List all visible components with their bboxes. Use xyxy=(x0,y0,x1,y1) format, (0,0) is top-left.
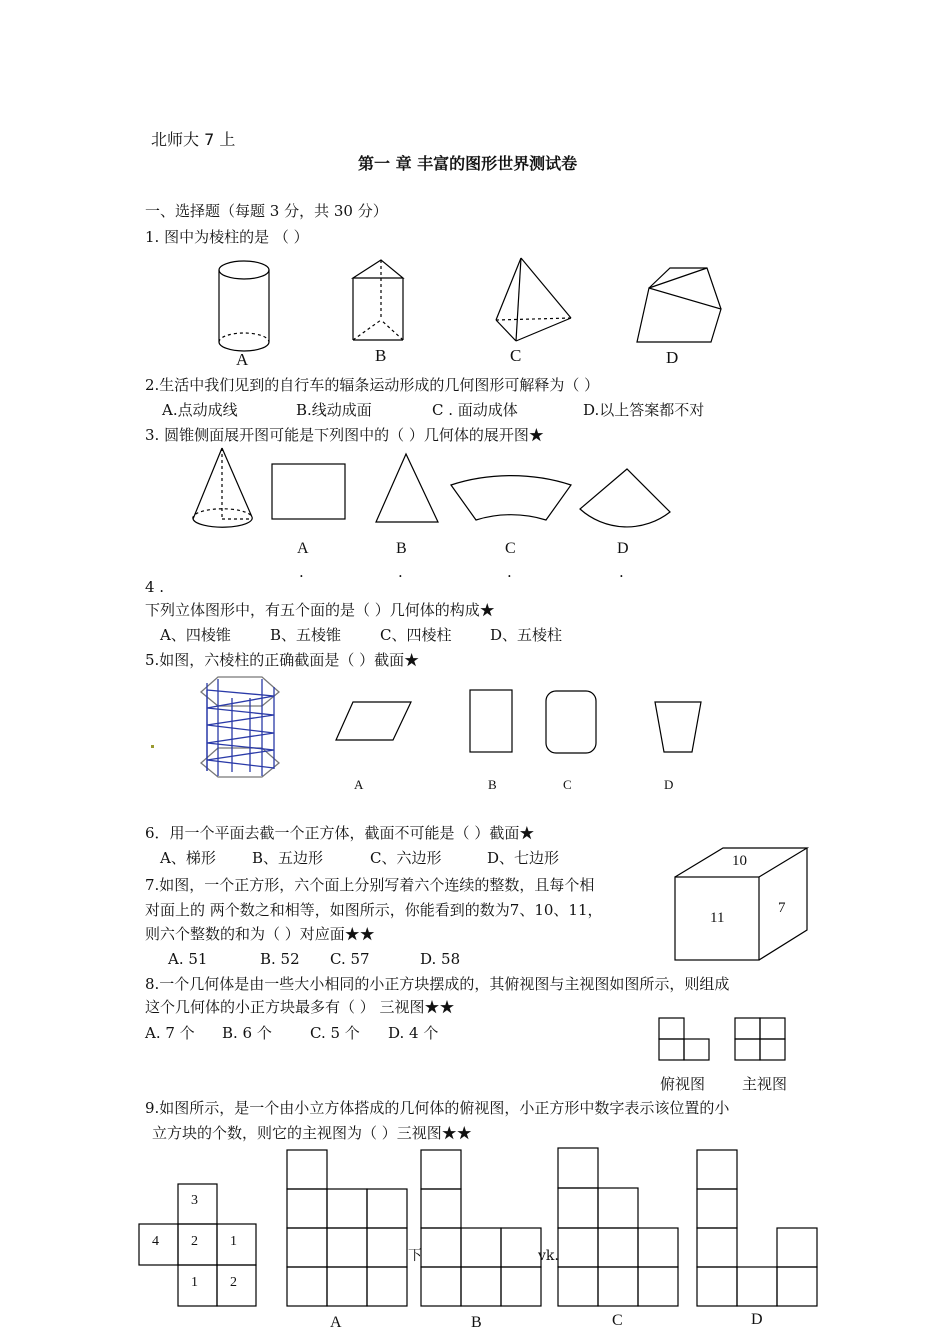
q3-text: 3. 圆锥侧面展开图可能是下列图中的（ ）几何体的展开图★ xyxy=(145,426,544,444)
q4-option-b: B、五棱锥 xyxy=(270,626,342,644)
q5-label-d: D xyxy=(664,777,674,792)
q1-label-b: B xyxy=(375,346,387,365)
q2-text: 2.生活中我们见到的自行车的辐条运动形成的几何图形可解释为（ ） xyxy=(145,376,600,394)
q4-option-c: C、四棱柱 xyxy=(380,626,452,644)
dot: . xyxy=(398,563,403,581)
top-view-caption: 俯视图 xyxy=(660,1075,706,1093)
publisher-label: 北师大 7 上 xyxy=(151,130,236,149)
q5-label-b: B xyxy=(488,777,497,792)
q8-line1: 8.一个几何体是由一些大小相同的小正方块摆成的，其俯视图与主视图如图所示，则组成 xyxy=(145,975,730,993)
q7-line3: 则六个整数的和为（ ）对应面★★ xyxy=(145,925,375,943)
q8-option-a: A. 7 个 xyxy=(145,1024,195,1042)
q6-option-c: C、六边形 xyxy=(370,849,442,867)
grid-value: 2 xyxy=(191,1234,198,1249)
q4-number: 4 . xyxy=(145,578,165,596)
cube-side-number: 7 xyxy=(778,900,786,916)
q8-option-b: B. 6 个 xyxy=(222,1024,272,1042)
q2-option-d: D.以上答案都不对 xyxy=(583,401,705,419)
q1-label-c: C xyxy=(510,346,522,365)
page-title: 第一 章 丰富的图形世界测试卷 xyxy=(358,154,578,173)
q1-label-d: D xyxy=(666,348,679,367)
q9-label-b: B xyxy=(471,1314,482,1331)
dot: . xyxy=(299,563,304,581)
q9-option-c-figure xyxy=(558,1148,678,1306)
dot: . xyxy=(619,563,624,581)
q6-option-a: A、梯形 xyxy=(160,849,216,867)
q8-option-c: C. 5 个 xyxy=(310,1024,360,1042)
q7-option-c: C. 57 xyxy=(330,950,370,968)
q8-option-d: D. 4 个 xyxy=(388,1024,439,1042)
q1-text: 1. 图中为棱柱的是 （ ） xyxy=(145,228,309,246)
q9-line2: 立方块的个数，则它的主视图为（ ）三视图★★ xyxy=(152,1124,472,1142)
q9-label-c: C xyxy=(612,1312,623,1329)
q7-option-b: B. 52 xyxy=(260,950,300,968)
q6-option-b: B、五边形 xyxy=(252,849,324,867)
front-view-caption: 主视图 xyxy=(742,1075,788,1093)
q3-label-c: C xyxy=(505,540,516,557)
q4-option-d: D、五棱柱 xyxy=(490,626,563,644)
q9-option-b-figure xyxy=(421,1150,541,1306)
q5-text: 5.如图，六棱柱的正确截面是（ ）截面★ xyxy=(145,651,420,669)
q6-option-d: D、七边形 xyxy=(487,849,560,867)
q2-option-b: B.线动成面 xyxy=(296,401,372,419)
q9-label-d: D xyxy=(751,1311,763,1328)
q8-line2: 这个几何体的小正方块最多有（ ） 三视图★★ xyxy=(145,998,455,1016)
q5-label-a: A xyxy=(354,777,364,792)
q9-option-a-figure xyxy=(287,1150,407,1306)
footer-fragment-right: vk. xyxy=(538,1248,559,1264)
q1-label-a: A xyxy=(236,350,249,369)
q6-text: 6．用一个平面去截一个正方体，截面不可能是（ ）截面★ xyxy=(145,824,535,842)
q4-option-a: A、四棱锥 xyxy=(160,626,231,644)
grid-value: 1 xyxy=(230,1234,237,1249)
q4-text: 下列立体图形中，有五个面的是（ ）几何体的构成★ xyxy=(145,601,495,619)
grid-value: 3 xyxy=(191,1193,198,1208)
q9-line1: 9.如图所示，是一个由小立方体搭成的几何体的俯视图，小正方形中数字表示该位置的小 xyxy=(145,1099,730,1117)
q7-line1: 7.如图，一个正方形，六个面上分别写着六个连续的整数，且每个相 xyxy=(145,876,595,894)
q7-line2: 对面上的 两个数之和相等，如图所示，你能看到的数为7、10、11， xyxy=(145,901,603,919)
dot: . xyxy=(507,563,512,581)
q5-label-c: C xyxy=(563,777,572,792)
q2-option-a: A.点动成线 xyxy=(162,401,238,419)
grid-value: 4 xyxy=(152,1234,159,1249)
q9-label-a: A xyxy=(330,1314,342,1331)
cube-top-number: 10 xyxy=(732,853,747,869)
q3-label-a: A xyxy=(297,540,309,557)
q7-option-a: A. 51 xyxy=(168,950,208,968)
q3-label-d: D xyxy=(617,540,629,557)
footer-fragment-left: 下 xyxy=(408,1248,422,1264)
q7-option-d: D. 58 xyxy=(420,950,461,968)
grid-value: 2 xyxy=(230,1275,237,1290)
cube-front-number: 11 xyxy=(710,910,725,926)
grid-value: 1 xyxy=(191,1275,198,1290)
section-heading: 一、选择题（每题 3 分，共 30 分） xyxy=(145,202,388,220)
q9-option-d-figure xyxy=(697,1150,817,1306)
q3-label-b: B xyxy=(396,540,407,557)
q2-option-c: C . 面动成体 xyxy=(432,401,518,419)
